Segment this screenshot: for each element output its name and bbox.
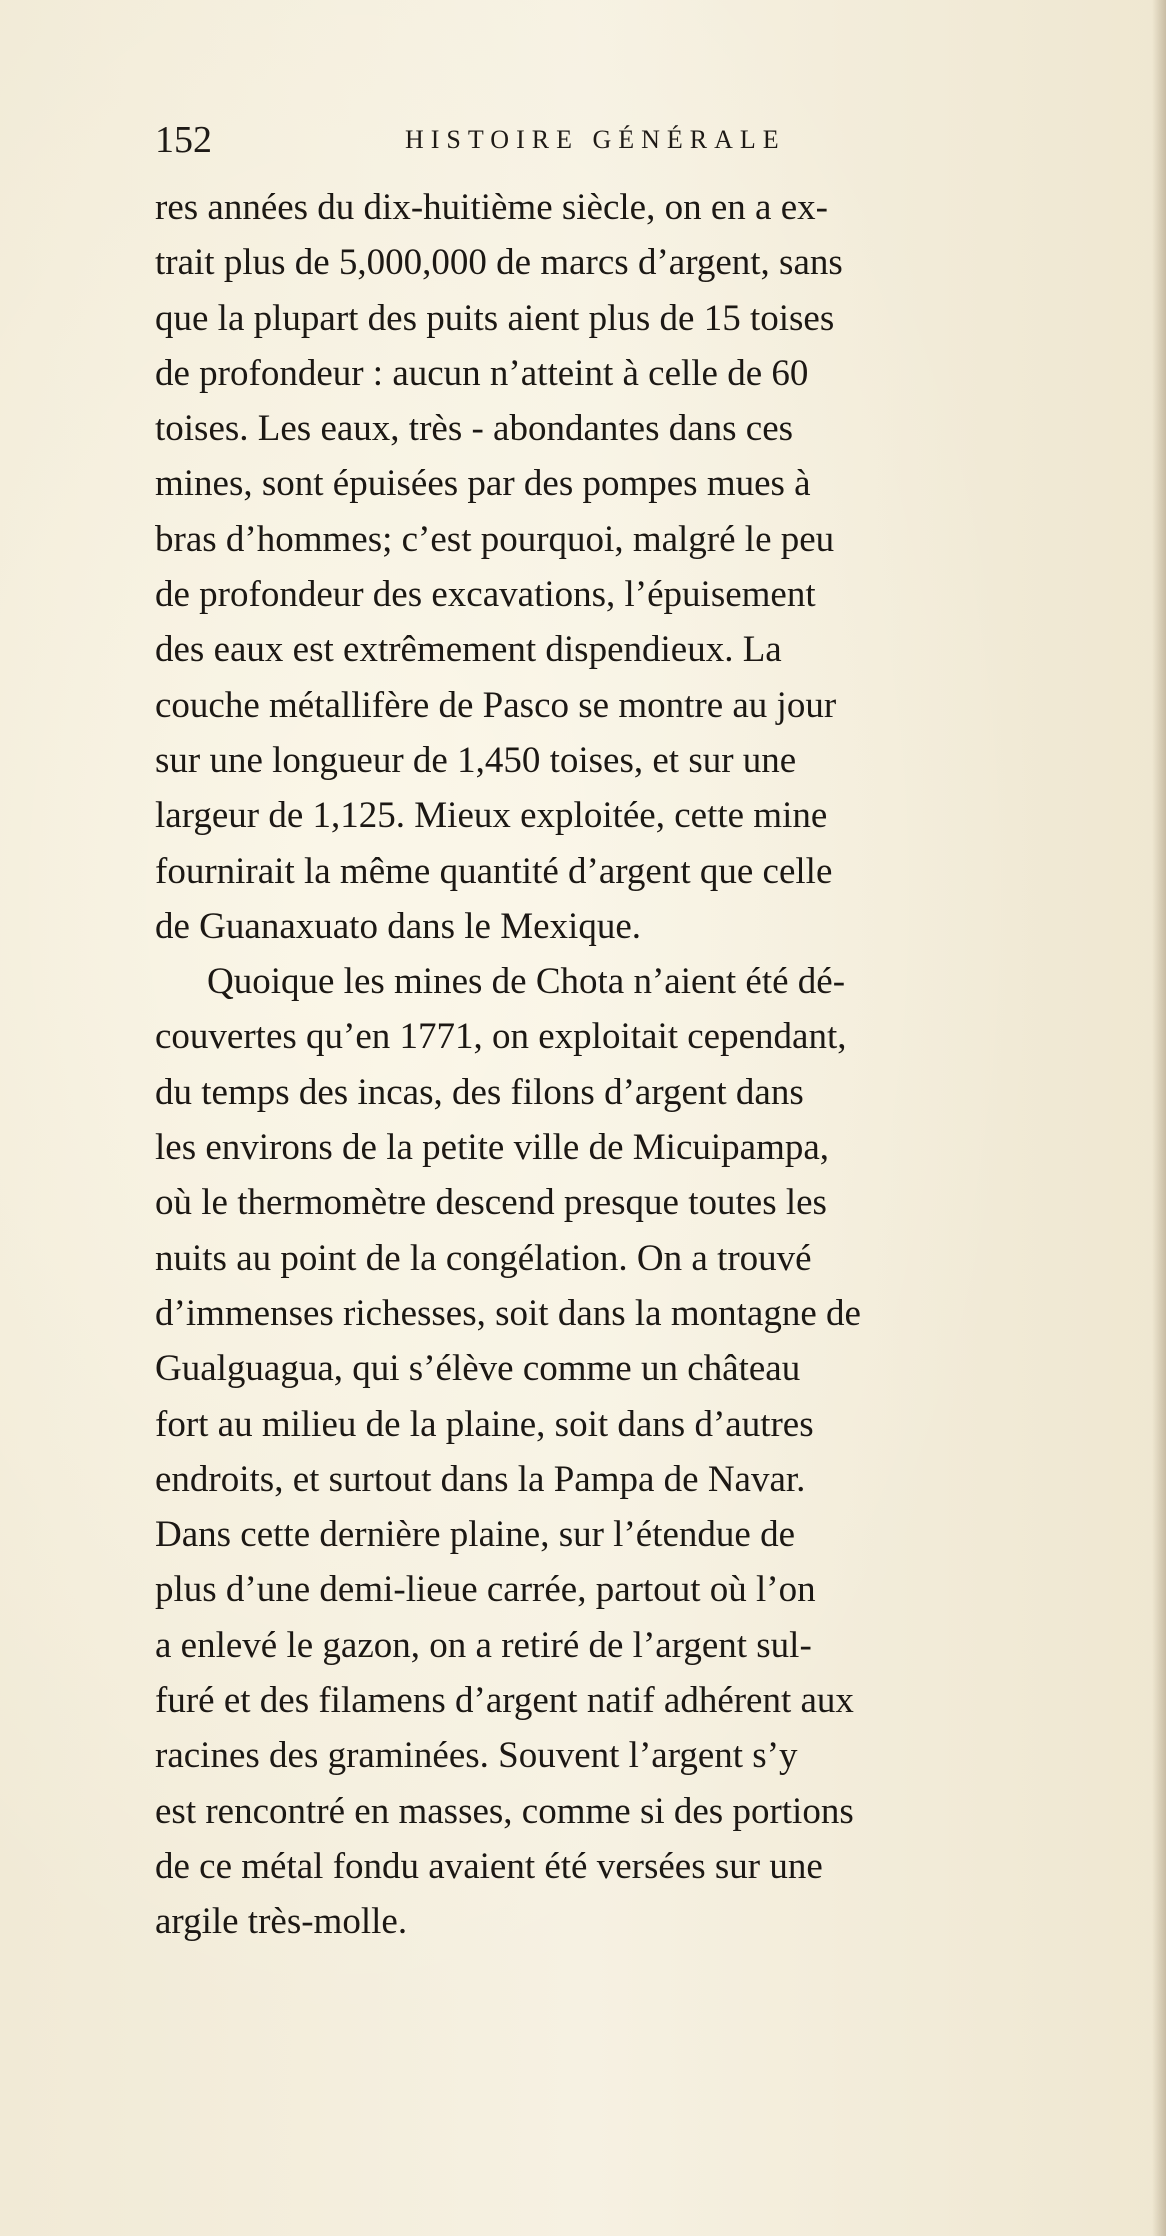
text-line: Gualguagua, qui s’élève comme un château	[155, 1348, 801, 1390]
text-line: Quoique les mines de Chota n’aient été dé-	[207, 961, 846, 1003]
paragraph-2	[155, 954, 1155, 1949]
paragraph-1	[155, 180, 1155, 954]
text-line: Dans cette dernière plaine, sur l’étendue de	[155, 1514, 796, 1556]
text-line: du temps des incas, des filons d’argent dans	[155, 1071, 804, 1113]
text-line: de profondeur des excavations, l’épuisement	[155, 574, 816, 616]
text-line: que la plupart des puits aient plus de 15 toises	[155, 297, 835, 339]
text-line: mines, sont épuisées par des pompes mues à	[155, 463, 811, 505]
text-line: où le thermomètre descend presque toutes les	[155, 1182, 827, 1224]
text-line: les environs de la petite ville de Micuipampa,	[155, 1127, 830, 1169]
text-line: fournirait la même quantité d’argent que celle	[155, 850, 833, 892]
text-line: racines des graminées. Souvent l’argent s’y	[155, 1735, 798, 1777]
page-number: 152	[155, 119, 212, 161]
text-line: est rencontré en masses, comme si des portions	[155, 1790, 854, 1832]
text-line: fort au milieu de la plaine, soit dans d’autres	[155, 1403, 814, 1445]
text-line: argile très-molle.	[155, 1901, 408, 1943]
text-line: nuits au point de la congélation. On a trouvé	[155, 1237, 812, 1279]
text-line: largeur de 1,125. Mieux exploitée, cette mine	[155, 795, 828, 837]
text-line: plus d’une demi-lieue carrée, partout où l’on	[155, 1569, 816, 1611]
body-text	[155, 180, 1155, 1950]
running-title: HISTOIRE GÉNÉRALE	[405, 125, 786, 154]
text-line: couche métallifère de Pasco se montre au jour	[155, 684, 837, 726]
text-line: trait plus de 5,000,000 de marcs d’argent, sans	[155, 242, 843, 284]
text-line: toises. Les eaux, très - abondantes dans ces	[155, 408, 794, 450]
text-line: des eaux est extrêmement dispendieux. La	[155, 629, 782, 671]
text-line: couvertes qu’en 1771, on exploitait cependant,	[155, 1016, 847, 1058]
text-line: bras d’hommes; c’est pourquoi, malgré le peu	[155, 518, 835, 560]
text-line: a enlevé le gazon, on a retiré de l’argent sul-	[155, 1624, 812, 1666]
text-line: res années du dix-huitième siècle, on en a ex-	[155, 187, 828, 228]
text-line: sur une longueur de 1,450 toises, et sur une	[155, 739, 797, 781]
text-line: de profondeur : aucun n’atteint à celle de 60	[155, 352, 809, 394]
text-line: endroits, et surtout dans la Pampa de Navar.	[155, 1458, 806, 1500]
text-line: d’immenses richesses, soit dans la montagne de	[155, 1292, 861, 1334]
text-line: de Guanaxuato dans le Mexique.	[155, 905, 641, 947]
running-head	[155, 120, 1035, 160]
text-line: furé et des filamens d’argent natif adhérent aux	[155, 1680, 854, 1722]
text-line: de ce métal fondu avaient été versées sur une	[155, 1845, 823, 1887]
